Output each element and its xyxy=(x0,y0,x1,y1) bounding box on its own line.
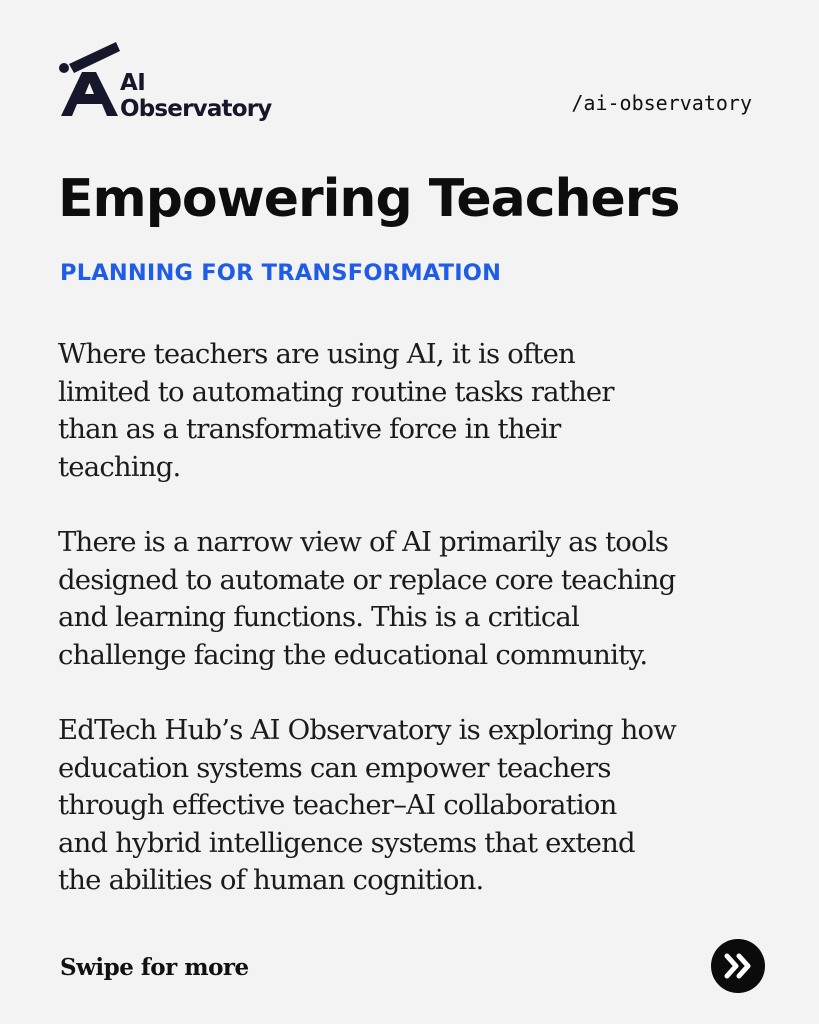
next-slide-button[interactable] xyxy=(711,939,765,993)
paragraph-3: EdTech Hub’s AI Observatory is exploring how education systems can empower teachers through effective teacher–AI collaboration and hybrid intelligence systems that extend the abilities of human cognition. xyxy=(58,713,677,897)
logo-text-observatory: Observatory xyxy=(120,96,272,122)
social-handle: /ai-observatory xyxy=(571,91,752,115)
page-title: Empowering Teachers xyxy=(58,169,680,229)
logo-text-ai: AI xyxy=(120,70,146,96)
body-text xyxy=(58,336,778,938)
page-subtitle: PLANNING FOR TRANSFORMATION xyxy=(60,260,502,286)
paragraph-2: There is a narrow view of AI primarily as tools designed to automate or replace core teaching and learning functions. This is a critical challenge facing the educational community. xyxy=(58,525,676,671)
telescope-icon xyxy=(58,40,122,120)
swipe-prompt: Swipe for more xyxy=(60,954,249,981)
paragraph-1: Where teachers are using AI, it is often limited to automating routine tasks rather than as a transformative force in their teaching. xyxy=(58,338,614,483)
double-chevron-right-icon xyxy=(711,939,765,993)
ai-observatory-logo xyxy=(58,40,298,126)
